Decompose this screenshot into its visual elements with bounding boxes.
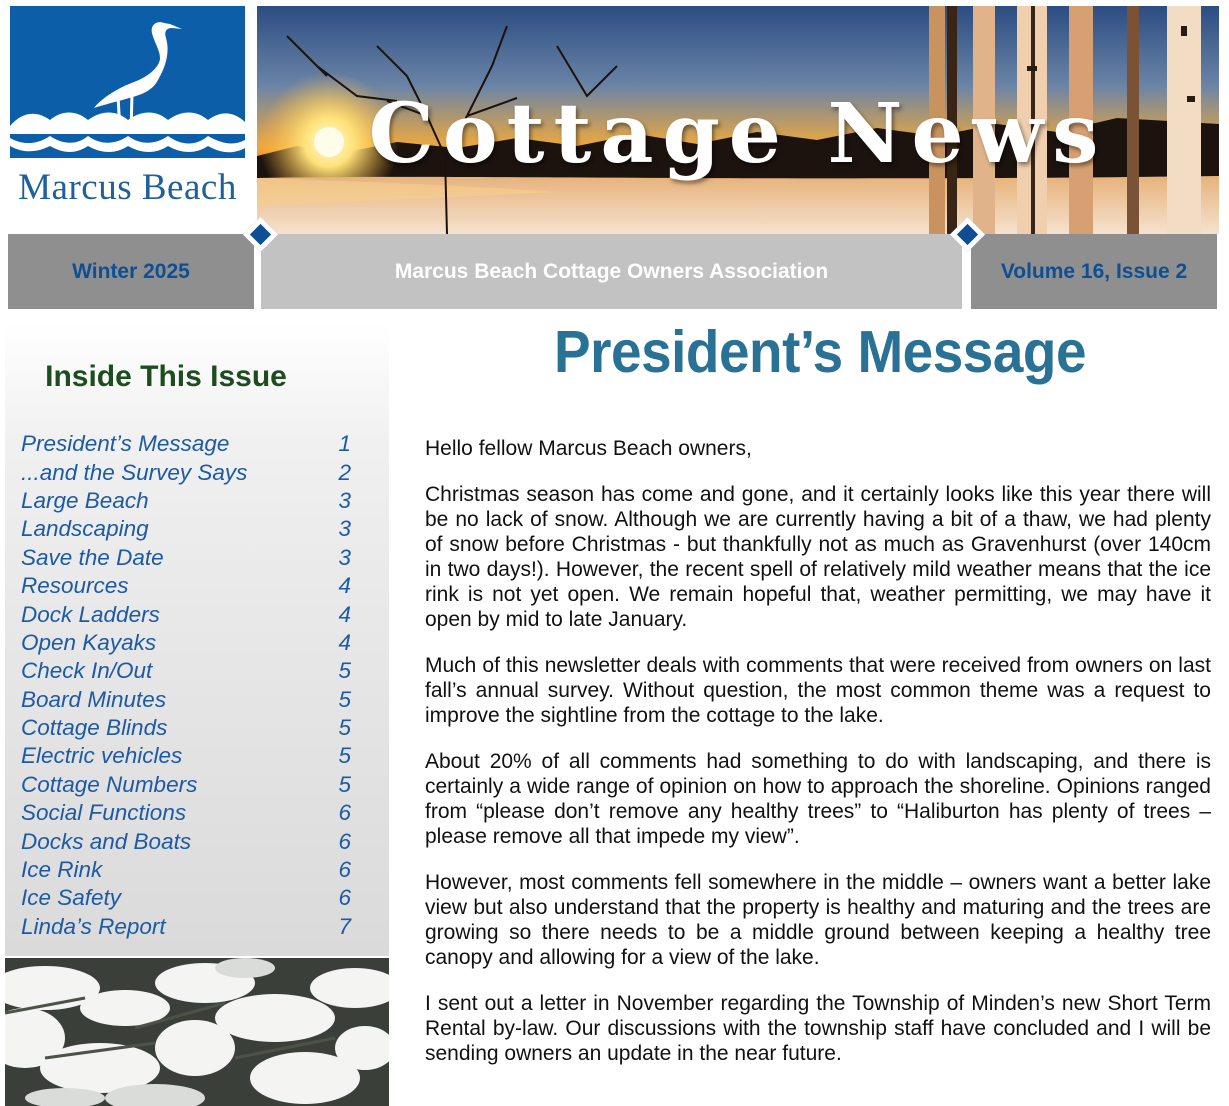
toc-page: 6 bbox=[338, 885, 351, 911]
toc-item[interactable] bbox=[21, 686, 351, 714]
toc-item[interactable] bbox=[21, 458, 351, 486]
toc-page: 6 bbox=[338, 857, 351, 883]
toc-label: Cottage Numbers bbox=[21, 771, 198, 797]
toc-page: 3 bbox=[338, 487, 351, 513]
article-paragraph: Hello fellow Marcus Beach owners, bbox=[425, 437, 752, 460]
toc-label: Electric vehicles bbox=[21, 743, 183, 769]
toc-label: Landscaping bbox=[21, 516, 149, 542]
toc-item[interactable] bbox=[21, 771, 351, 799]
toc-label: Large Beach bbox=[21, 487, 149, 513]
toc-page: 6 bbox=[338, 828, 351, 854]
toc-item[interactable] bbox=[21, 572, 351, 600]
toc-label: Save the Date bbox=[21, 544, 164, 570]
toc-item[interactable] bbox=[21, 742, 351, 770]
toc-item[interactable] bbox=[21, 714, 351, 742]
toc-label: Docks and Boats bbox=[21, 828, 192, 854]
logo bbox=[10, 6, 245, 211]
sidebar-title: Inside This Issue bbox=[45, 360, 287, 393]
toc-label: Ice Rink bbox=[21, 857, 103, 883]
toc-label: Dock Ladders bbox=[21, 601, 160, 627]
toc-item[interactable] bbox=[21, 799, 351, 827]
toc-label: Social Functions bbox=[21, 800, 187, 826]
toc-item[interactable] bbox=[21, 629, 351, 657]
issue-season: Winter 2025 bbox=[8, 234, 254, 309]
toc-item[interactable] bbox=[21, 487, 351, 515]
association-name: Marcus Beach Cottage Owners Association bbox=[261, 234, 962, 309]
toc-label: Cottage Blinds bbox=[21, 715, 168, 741]
article-paragraph: However, most comments fell somewhere in the middle – owners want a better lake view but also understand that the property is healthy and maturing and the trees are growing so there needs to be a middle ground between keeping a healthy tree canopy and allowing for a view of the lake. bbox=[425, 871, 1211, 969]
toc-page: 4 bbox=[338, 573, 351, 599]
logo-background bbox=[10, 6, 245, 158]
sidebar bbox=[5, 324, 389, 956]
toc-label: ...and the Survey Says bbox=[21, 459, 248, 485]
toc-page: 5 bbox=[338, 686, 351, 712]
header-banner bbox=[257, 6, 1219, 234]
toc-page: 7 bbox=[338, 913, 351, 939]
toc-page: 3 bbox=[338, 544, 351, 570]
toc-item[interactable] bbox=[21, 856, 351, 884]
snowy-trees-photo bbox=[5, 958, 389, 1106]
toc-page: 3 bbox=[338, 516, 351, 542]
toc-page: 4 bbox=[338, 629, 351, 655]
toc-label: President’s Message bbox=[21, 431, 230, 457]
article-headline: President’s Message bbox=[554, 319, 1086, 385]
toc-item[interactable] bbox=[21, 430, 351, 458]
toc-page: 5 bbox=[338, 743, 351, 769]
toc-page: 5 bbox=[338, 771, 351, 797]
toc-item[interactable] bbox=[21, 600, 351, 628]
toc-page: 1 bbox=[338, 431, 351, 457]
toc-label: Ice Safety bbox=[21, 885, 122, 911]
article-body bbox=[425, 436, 1211, 1087]
issue-volume: Volume 16, Issue 2 bbox=[971, 234, 1217, 309]
article-paragraph: I sent out a letter in November regarding the Township of Minden’s new Short Term Rental by-law. Our discussions with the township staff have concluded and I will be sending owners an update in the near future. bbox=[425, 992, 1211, 1065]
toc-page: 6 bbox=[338, 800, 351, 826]
toc-item[interactable] bbox=[21, 515, 351, 543]
table-of-contents bbox=[21, 430, 351, 941]
toc-page: 4 bbox=[338, 601, 351, 627]
toc-label: Resources bbox=[21, 573, 129, 599]
toc-item[interactable] bbox=[21, 884, 351, 912]
toc-item[interactable] bbox=[21, 827, 351, 855]
toc-label: Linda’s Report bbox=[21, 913, 166, 939]
toc-label: Check In/Out bbox=[21, 658, 153, 684]
newsletter-title: Cottage News bbox=[368, 86, 1108, 182]
article-paragraph: Christmas season has come and gone, and it certainly looks like this year there will be no lack of snow. Although we are currently having a bit of a thaw, we had plenty of snow before Christmas - but thankfully not as much as Gravenhurst (over 140cm in two days!). However, the recent spell of relatively mild weather means that the ice rink is not yet open. We remain hopeful that, weather permitting, we may have it open by mid to late January. bbox=[425, 483, 1211, 631]
article-paragraph: Much of this newsletter deals with comments that were received from owners on last fall’s annual survey. Without question, the most common theme was a request to improve the sightline from the cottage to the lake. bbox=[425, 654, 1211, 727]
logo-text: Marcus Beach bbox=[18, 167, 237, 208]
toc-page: 2 bbox=[338, 459, 351, 485]
article-paragraph: About 20% of all comments had something to do with landscaping, and there is certainly a wide range of opinion on how to approach the shoreline. Opinions ranged from “please don’t remove any healthy trees” to “Haliburton has plenty of trees – please remove all that impede my view”. bbox=[425, 750, 1211, 848]
toc-page: 5 bbox=[338, 658, 351, 684]
toc-label: Open Kayaks bbox=[21, 629, 157, 655]
toc-item[interactable] bbox=[21, 544, 351, 572]
toc-label: Board Minutes bbox=[21, 686, 167, 712]
toc-item[interactable] bbox=[21, 657, 351, 685]
heron-icon bbox=[10, 6, 245, 158]
toc-item[interactable] bbox=[21, 913, 351, 941]
toc-page: 5 bbox=[338, 715, 351, 741]
